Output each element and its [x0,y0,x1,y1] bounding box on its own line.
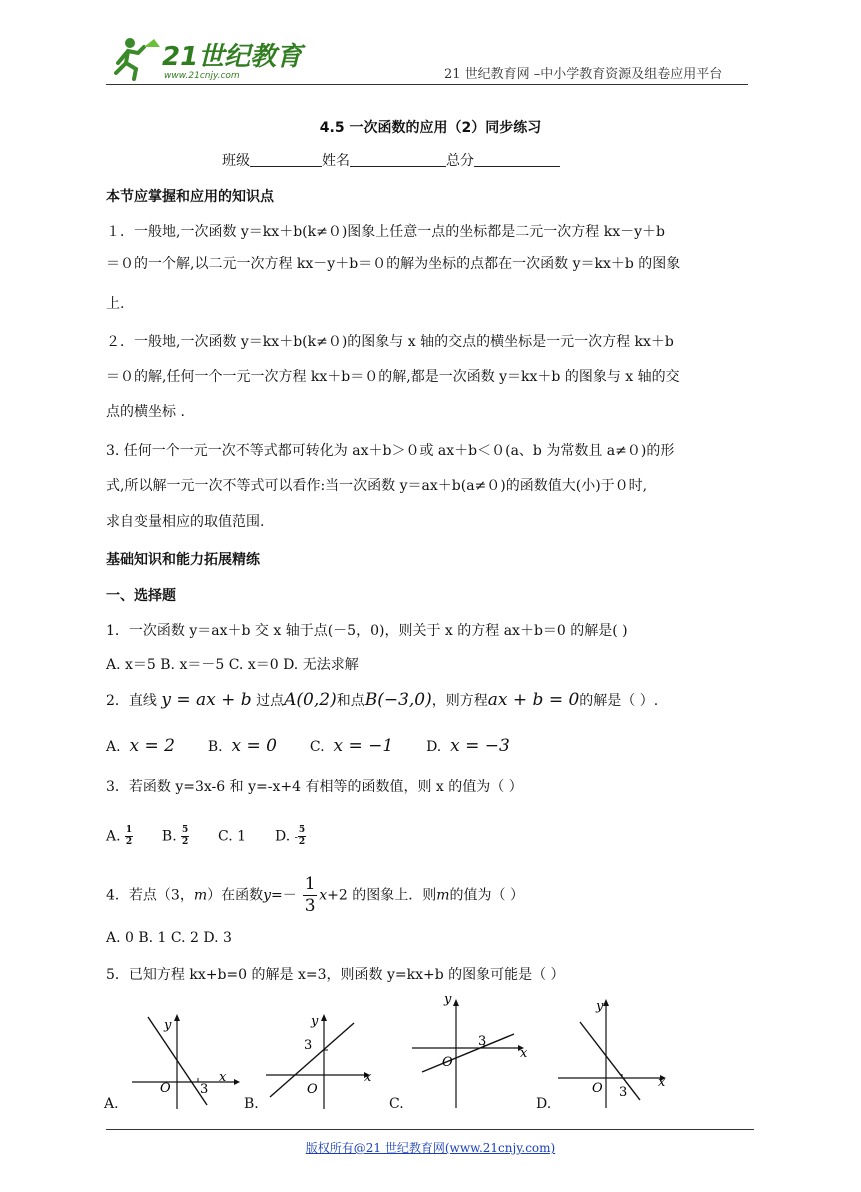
x-axis-label: x [658,1075,666,1090]
section-choice-heading: 一、选择题 [106,588,176,604]
score-blank[interactable] [474,152,560,167]
q4-stem-part: 的值为（ ） [449,887,524,904]
class-label: 班级 [222,153,250,169]
q2-opt-c-label: C. [309,739,325,755]
q5-stem: 5．已知方程 kx+b=0 的解是 x=3，则函数 y=kx+b 的图象可能是（ ） [106,967,565,983]
q2-opt-a[interactable]: x = 2 [129,736,175,756]
numerator: 5 [298,825,306,835]
y-axis-label: y [596,999,604,1014]
denominator: 2 [125,837,133,847]
site-slogan: 21 世纪教育网 –中小学教育资源及组卷应用平台 [444,67,723,82]
x-axis-label: x [364,1070,372,1085]
q4-var-x: x [319,887,328,904]
q5-graph-b[interactable] [258,1005,388,1115]
q3-opt-d-fraction[interactable] [298,826,306,847]
q2-math-point-b: B(−3,0) [364,690,432,710]
q3-opt-a-fraction[interactable] [125,826,133,847]
q2-stem-part: ，则方程 [431,693,488,709]
denominator: 2 [298,837,306,847]
tick-label: 3 [304,1038,313,1053]
q5-graph-c[interactable] [404,990,534,1115]
q2-math-line: y = ax + b [161,690,252,710]
x-axis-label: x [219,1070,227,1085]
q2-stem-part: 2．直线 [106,693,157,709]
q2-opt-d-label: D. [426,739,442,755]
name-blank[interactable] [350,152,446,167]
q5-graph-a-label: A. [104,1096,119,1112]
denominator: 3 [304,896,316,916]
q5-graph-a[interactable] [104,1005,244,1115]
knowledge-2-line-2: ＝０的解,任何一个一元一次方程 kx＋b＝０的解,都是一次函数 y＝kx＋b 的图象与 x 轴的交 [106,369,680,385]
q4-stem [106,876,524,915]
q4-stem-part: ）在函数 [207,887,264,904]
origin-label: O [307,1082,318,1097]
q2-stem-part: 过点 [256,693,285,709]
class-blank[interactable] [250,152,322,167]
knowledge-3-line-2: 式,所以解一元一次不等式可以看作:当一次函数 y＝ax＋b(a≠０)的函数值大(小)于０时, [106,478,648,494]
q4-var-m: m [193,887,208,904]
q1-stem: 1．一次函数 y＝ax＋b 交 x 轴于点(－5，0)，则关于 x 的方程 ax＋b＝0 的解是( ) [106,623,628,639]
q5-graph-b-label: B. [244,1096,259,1112]
q2-opt-d[interactable]: x = −3 [450,736,510,756]
numerator: 5 [181,825,189,835]
section-basic-heading: 基础知识和能力拓展精练 [106,552,260,568]
numerator: 1 [304,874,316,894]
y-axis-label: y [444,992,452,1007]
x-axis-label: x [520,1046,528,1061]
q2-math-point-a: A(0,2) [284,690,337,710]
knowledge-2-line-3: 点的横坐标 . [106,404,185,420]
tick-label: 3 [200,1082,209,1097]
knowledge-1-line-1: １．一般地,一次函数 y＝kx＋b(k≠０)图象上任意一点的坐标都是二元一次方程 kx－y＋b [106,224,665,240]
q3-opt-b-fraction[interactable] [181,826,189,847]
origin-label: O [160,1081,171,1096]
site-logo [104,33,303,83]
numerator: 1 [125,825,133,835]
q2-stem-part: 和点 [336,693,365,709]
runner-icon [116,38,160,79]
footer-copyright-link[interactable]: 版权所有@21 世纪教育网(www.21cnjy.com) [305,1141,556,1155]
denominator: 2 [181,837,189,847]
q4-stem-part: +2 的图象上．则 [327,887,437,904]
q4-var-y: y [263,887,272,904]
q5-graph-d[interactable] [552,990,682,1115]
q4-stem-part: =－ [271,887,297,904]
page-title: 4.5 一次函数的应用（2）同步练习 [319,120,542,136]
q2-math-equation: ax + b = 0 [487,690,580,710]
footer-divider [106,1129,754,1130]
origin-label: O [592,1081,603,1096]
q4-var-m: m [436,887,450,904]
q3-options [106,826,306,847]
origin-label: O [442,1055,453,1070]
q3-stem: 3．若函数 y=3x-6 和 y=-x+4 有相等的函数值，则 x 的值为（ ） [106,779,523,795]
q3-opt-d-label: D. [274,828,291,845]
svg-text:21世纪教育: 21世纪教育 [162,42,303,72]
knowledge-3-line-3: 求自变量相应的取值范围. [106,514,265,530]
q2-opt-a-label: A. [106,739,121,755]
svg-text:www.21cnjy.com: www.21cnjy.com [164,71,240,81]
y-axis-label: y [311,1014,319,1029]
tick-label: 3 [478,1034,487,1049]
knowledge-2-line-1: ２．一般地,一次函数 y＝kx＋b(k≠０)的图象与 x 轴的交点的横坐标是一元一次方程 kx＋b [106,334,674,350]
q3-opt-c[interactable]: C. 1 [218,828,247,845]
q3-opt-d-sign: - [294,832,298,844]
q3-opt-a-label: A. [106,828,121,845]
q2-opt-b[interactable]: x = 0 [231,736,277,756]
score-label: 总分 [446,153,474,169]
class-info-row [222,150,560,170]
q2-opt-b-label: B. [207,739,223,755]
q4-fraction [303,876,317,915]
q2-stem [106,690,658,710]
knowledge-1-line-2: ＝０的一个解,以二元一次方程 kx－y＋b＝０的解为坐标的点都在一次函数 y＝kx＋b 的图象 [106,256,681,272]
q3-opt-b-label: B. [161,828,177,845]
q5-graph-d-label: D. [536,1096,552,1112]
q5-graph-c-label: C. [389,1096,404,1112]
y-axis-label: y [164,1018,172,1033]
name-label: 姓名 [322,153,350,169]
q1-options: A. x＝5 B. x＝－5 C. x＝0 D. 无法求解 [106,657,359,673]
knowledge-3-line-1: 3. 任何一个一元一次不等式都可转化为 ax＋b＞０或 ax＋b＜０(a、b 为常数且 a≠０)的形 [106,443,675,459]
q2-stem-part: 的解是（ ）. [579,693,659,709]
tick-label: 3 [619,1085,628,1100]
header-divider [106,84,748,85]
q4-stem-part: 4．若点（3， [106,887,194,904]
q2-options [106,736,510,756]
q4-options: A. 0 B. 1 C. 2 D. 3 [106,930,232,946]
section-knowledge-heading: 本节应掌握和应用的知识点 [106,189,274,205]
q2-opt-c[interactable]: x = −1 [333,736,394,756]
knowledge-1-line-3: 上. [106,296,125,312]
